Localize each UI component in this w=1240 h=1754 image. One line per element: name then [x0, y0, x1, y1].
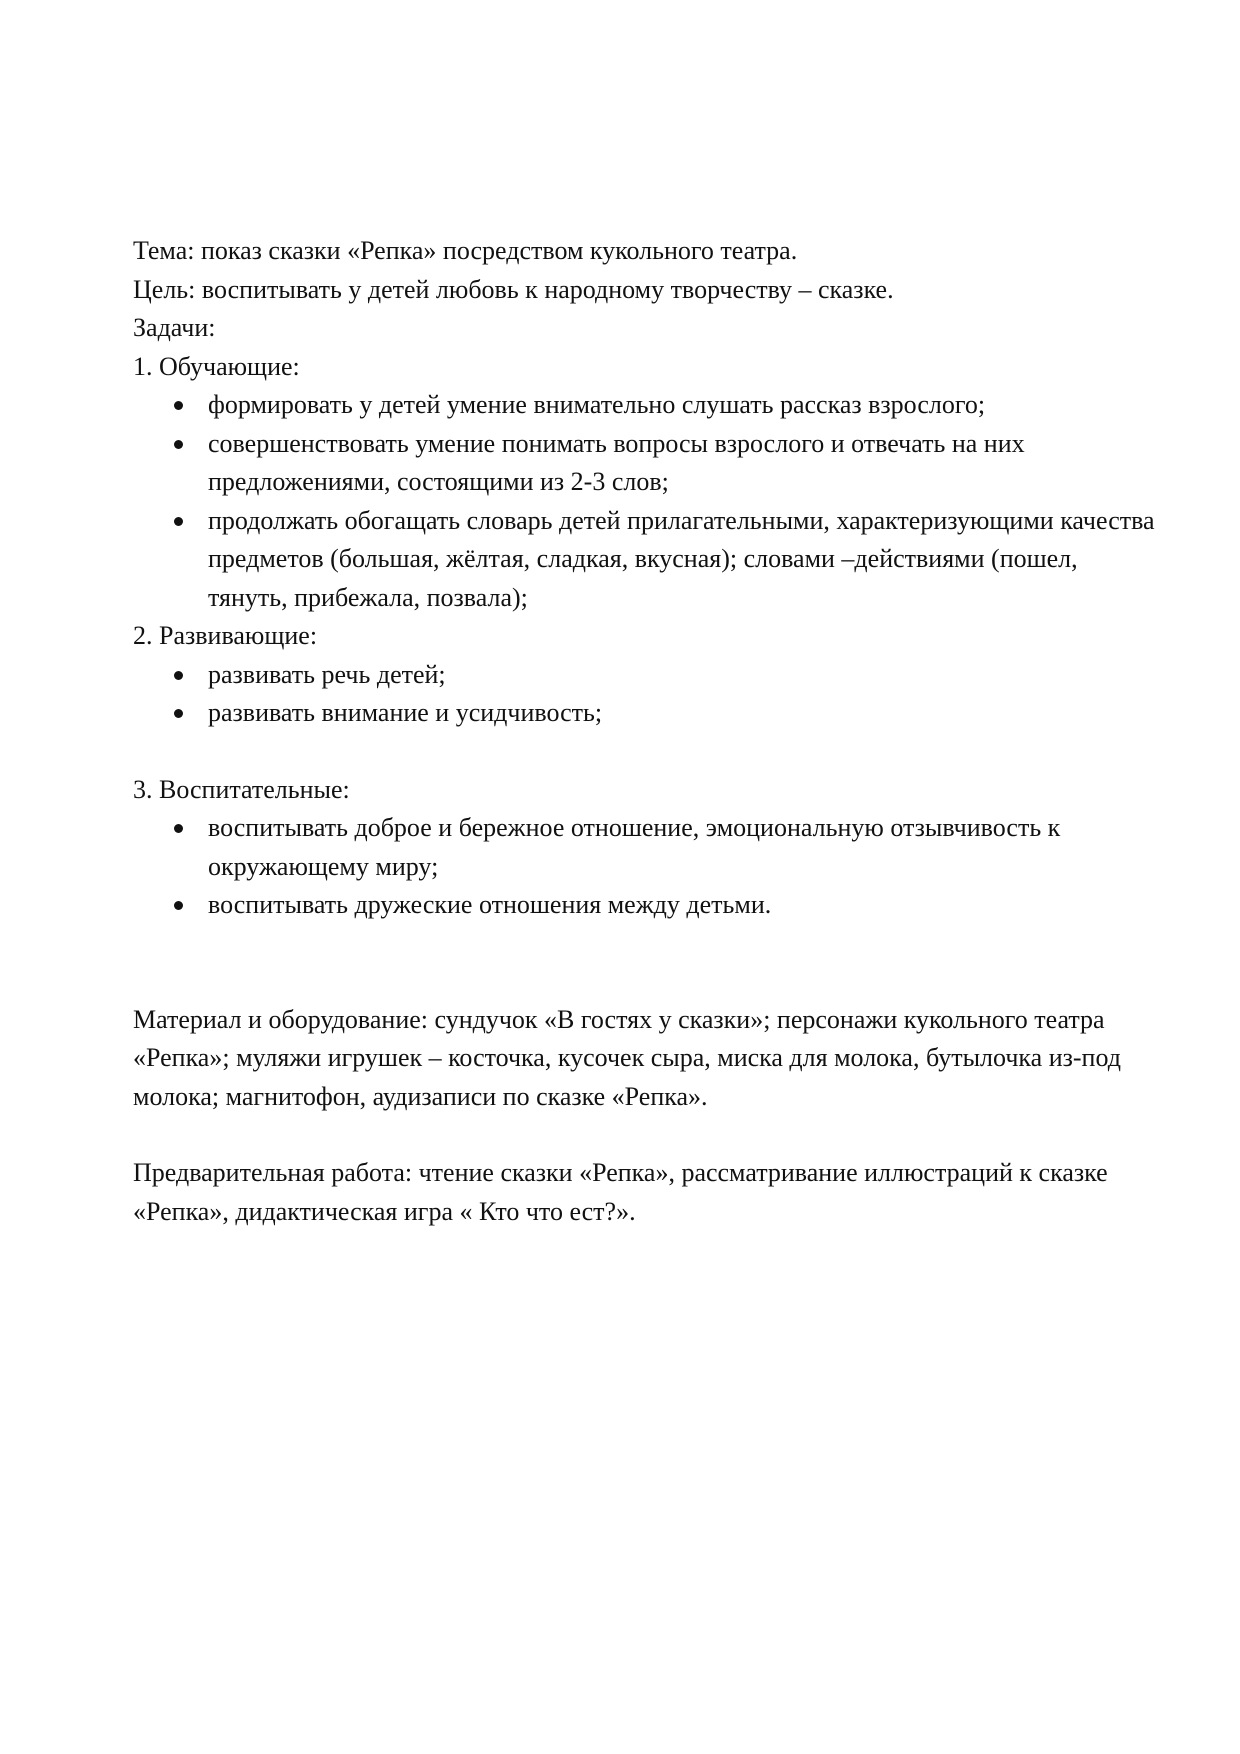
materials-paragraph: Материал и оборудование: сундучок «В гостях у сказки»; персонажи кукольного театра «Репка»; муляжи игрушек – косточка, кусочек сыра, миска для молока, бутылочка из-под молока; магнитофон, аудизаписи по сказке «Репка».: [133, 1004, 1121, 1111]
spacer: [133, 925, 1163, 1001]
goal-line: Цель: воспитывать у детей любовь к народному творчеству – сказке.: [133, 274, 894, 304]
section-developing-list: [133, 656, 1163, 733]
list-item: [133, 386, 1163, 425]
list-item-text: воспитывать доброе и бережное отношение, эмоциональную отзывчивость к окружающему миру;: [208, 813, 1061, 881]
list-item-text: развивать внимание и усидчивость;: [208, 698, 603, 727]
list-item-text: совершенствовать умение понимать вопросы взрослого и отвечать на них предложениями, состоящими из 2-3 слов;: [208, 428, 1025, 496]
list-item: [133, 809, 1163, 886]
list-item: [133, 425, 1163, 502]
document-body: [133, 232, 1163, 1231]
spacer: [133, 1116, 1163, 1154]
section-educational-list: [133, 809, 1163, 925]
list-item-text: формировать у детей умение внимательно слушать рассказ взрослого;: [208, 390, 986, 419]
section-educational-heading: 3. Воспитательные:: [133, 774, 350, 804]
list-item: [133, 656, 1163, 695]
topic-line: Тема: показ сказки «Репка» посредством кукольного театра.: [133, 236, 798, 265]
preliminary-work-paragraph: Предварительная работа: чтение сказки «Репка», рассматривание иллюстраций к сказке «Репка», дидактическая игра « Кто что ест?».: [133, 1158, 1108, 1226]
section-teaching-heading: 1. Обучающие:: [133, 351, 300, 381]
list-item-text: воспитывать дружеские отношения между детьми.: [208, 890, 772, 919]
list-item: [133, 886, 1163, 925]
bullet-icon: [174, 671, 183, 680]
list-item-text: продолжать обогащать словарь детей прилагательными, характеризующими качества предметов (большая, жёлтая, сладкая, вкусная); словами –действиями (пошел, тянуть, прибежала, позвала);: [208, 505, 1155, 612]
bullet-icon: [174, 824, 183, 833]
section-teaching-list: [133, 386, 1163, 617]
section-developing-heading: 2. Развивающие:: [133, 621, 318, 650]
bullet-icon: [174, 517, 183, 526]
bullet-icon: [174, 709, 183, 718]
list-item-text: развивать речь детей;: [208, 659, 446, 689]
tasks-heading: Задачи:: [133, 313, 216, 342]
bullet-icon: [174, 440, 183, 449]
spacer: [133, 733, 1163, 771]
list-item: [133, 694, 1163, 733]
list-item: [133, 502, 1163, 618]
bullet-icon: [174, 901, 183, 910]
bullet-icon: [174, 401, 183, 410]
